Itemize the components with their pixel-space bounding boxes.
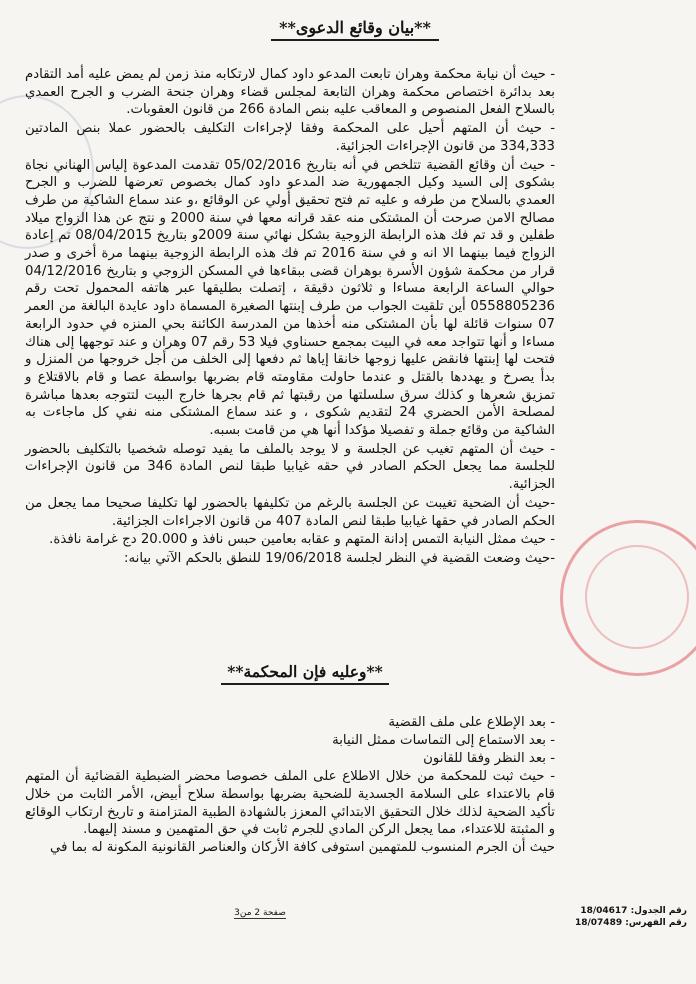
facts-paragraph: - حيث أن المتهم أحيل على المحكمة وفقا لإجراءات التكليف بالحضور عملا بنص المادتين 334,333 من قانون الإجراءات الجزائية. xyxy=(25,121,555,154)
case-references xyxy=(572,905,687,929)
facts-paragraph: - حيث أن وقائع القضية تتلخص في أنه بتاريخ 05/02/2016 تقدمت المدعوة إلياس الهناني نجاة بشكوى إلى السيد وكيل الجمهورية ضد المدعو داود كمال بخصوص تعرضها للضرب و الجرح العمدي بالسلاح من طرفه و عليه تم فتح تحقيق أولي عن الوقائع ،و عند سماع الشاكية من طرف مصالح الامن صرحت أن المشتكى منه عقد قرانه معها في سنة 2000 و نتج عن هذا الزواج ميلاد طفلين و قد تم فك هذه الرابطة الزوجية بشكل نهائي سنة 2009و بتاريخ 08/04/2015 تم إعادة الزواج فيما بينهما الا انه و في سنة 2016 تم فك هذه الرابطة الزوجية بينهما مرة أخرى و صدر قرار من محكمة شؤون الأسرة بوهران قضى ببقاءها في المسكن الزوجي و بتاريخ 04/12/2016 حوالي الساعة الرابعة مساءا و ثلاثون دقيقة ، إتصلت بطليقها عبر هاتفه المحمول تحت رقم 0558805236 أين تلقيت الجواب من طرف إبنتها الصغيرة المسماة داود عايدة البالغة من العمر 07 سنوات قائلة لها بأن المشتكى منه أخذها من المدرسة الكائنة بحي المنزه في حدود الرابعة مساءا و أنها تتواجد معه في البيت بمجمع حسناوي فيلا 53 رقم 07 وهران و عند توجهها إلى هناك فتحت لها إبنتها فانقض عليها زوجها خانقا إياها ثم دفعها إلى الخلف من أجل خروجها من المنزل و بدأ يصرخ و يهددها بالقتل و عندما حاولت مقاومته قام بضربها بواسطة عصا و قام بالاقتلاع و تمزيق شعرها و كذلك سرق سلسلتها من رقبتها ثم قام بجرها خارج البيت لتتوجه بعدها مباشرة لمصلحة الأمن الحضري 24 لتقديم شكوى ، و عند سماع المشتكى منه نفي كل ماجاءت به الشاكية من وقائع جملة و تفصيلا مؤكدا أنها هي من قامت بسبه. xyxy=(25,157,555,439)
facts-paragraph: - حيث أن نيابة محكمة وهران تابعت المدعو داود كمال لارتكابه منذ زمن لم يمض عليه أمد التقادم بعد بدائرة اختصاص محكمة وهران التابعة لمجلس قضاء وهران جنحة الضرب و الجرح العمدي بالسلاح الفعل المنصوص و المعاقب عليه بنص المادة 266 من قانون العقوبات. xyxy=(25,67,555,118)
facts-paragraph: -حيث أن الضحية تغيبت عن الجلسة بالرغم من تكليفها بالحضور لها تكليفا صحيحا مما يجعل من الحكم الصادر في حقها غيابيا طبقا لنص المادة 407 من قانون الاجراءات الجزائية. xyxy=(25,495,555,529)
schedule-number: رقم الجدول: 18/04617 xyxy=(580,906,687,916)
index-number: رقم الفهرس: 18/07489 xyxy=(574,918,687,928)
ruling-paragraph: - بعد الاستماع إلى التماسات ممثل النيابة xyxy=(332,732,555,748)
facts-paragraph: -حيث وضعت القضية في النظر لجلسة 19/06/2018 للنطق بالحكم الآتي بيانه: xyxy=(124,550,555,566)
ruling-paragraph: حيث أن الجرم المنسوب للمتهمين استوفى كافة الأركان والعناصر القانونية المكونة له بما في xyxy=(49,840,555,856)
facts-heading-text: **بيان وقائع الدعوى** xyxy=(271,18,439,41)
facts-heading xyxy=(150,18,560,37)
ruling-heading-text: **وعليه فإن المحكمة** xyxy=(221,662,388,685)
ruling-section xyxy=(25,714,555,857)
facts-paragraph: - حيث أن المتهم تغيب عن الجلسة و لا يوجد بالملف ما يفيد توصله شخصيا بالتكليف بالحضور للجلسة مما يجعل الحكم الصادر في حقه غيابيا طبقا لنص المادة 346 من قانون الإجراءات الجزائية. xyxy=(25,441,556,493)
court-stamp-inner-ring xyxy=(585,545,689,649)
ruling-paragraph: - حيث ثبت للمحكمة من خلال الاطلاع على الملف خصوصا محضر الضبطية القضائية أن المتهم قام بالاعتداء على السلامة الجسدية للضحية بضربها بواسطة سلاح أبيض، الأمر الثابت من خلال تأكيد الضحية لذلك خلال التحقيق الابتدائي المعزز بالشهادة الطبية المتزامنة و تاريخ ارتكاب الوقائع و المثبتة للاعتداء، مما يجعل الركن المادي للجرم ثابت في حق المتهمين و مسند إليهما. xyxy=(25,768,555,838)
facts-section xyxy=(25,66,555,569)
ruling-paragraph: - بعد الإطلاع على ملف القضية xyxy=(388,715,555,730)
facts-paragraph: - حيث ممثل النيابة التمس إدانة المتهم و عقابه بعامين حبس نافذ و 20.000 دج غرامة نافذة. xyxy=(49,532,555,548)
ruling-heading xyxy=(150,662,460,681)
page-number-text: صفحة 2 من3 xyxy=(234,908,286,918)
ruling-paragraph: - بعد النظر وفقا للقانون xyxy=(423,750,555,766)
page-number xyxy=(215,908,305,918)
